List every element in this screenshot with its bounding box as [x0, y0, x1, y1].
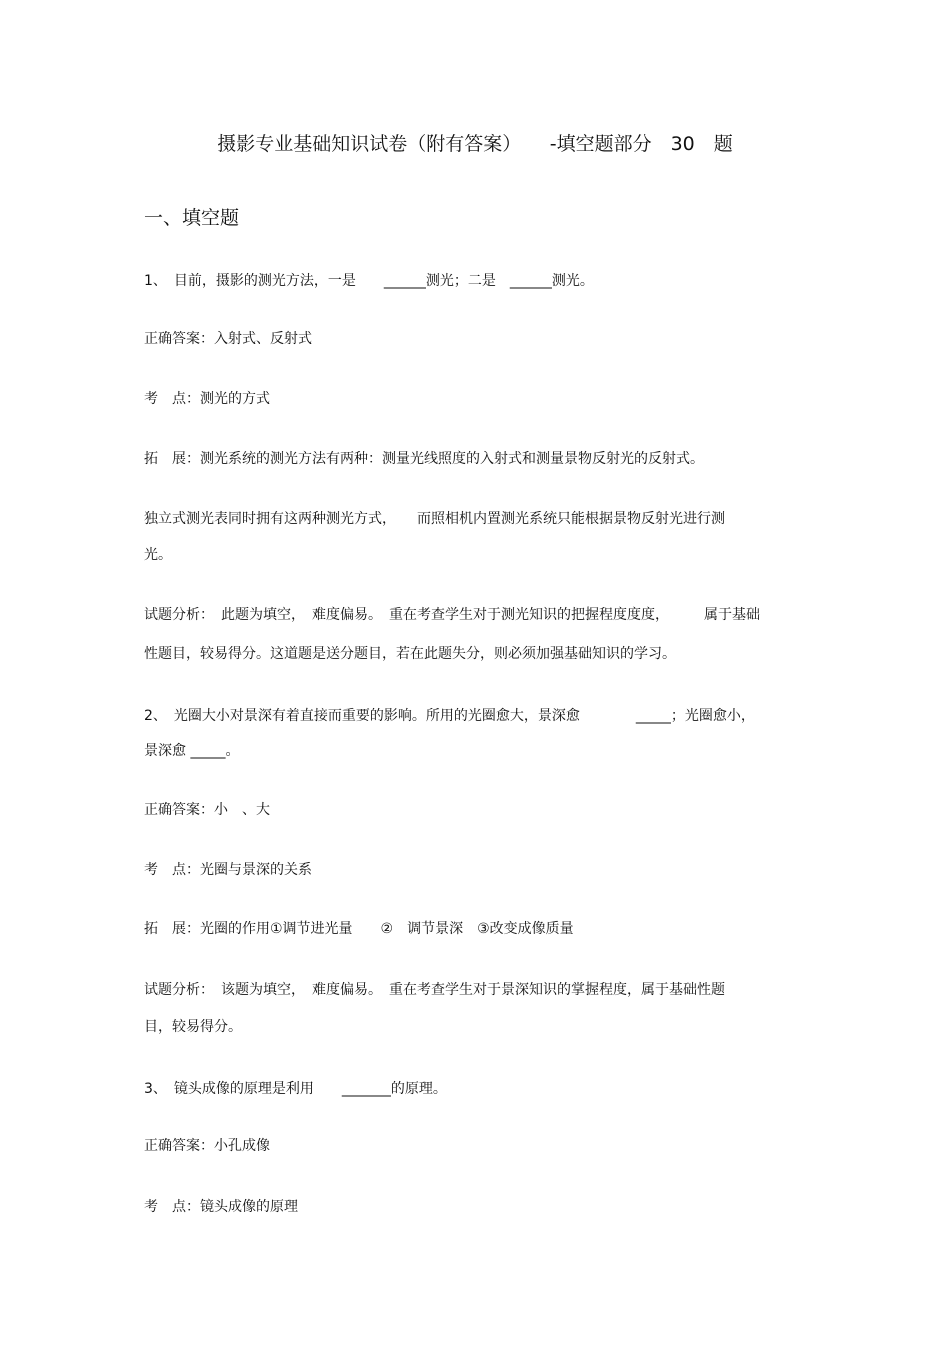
- analysis-1: 试题分析： 此题为填空， 难度偏易。 重在考查学生对于测光知识的把握程度度度， 属于基础: [144, 607, 760, 623]
- extension-1-cont: 独立式测光表同时拥有这两种测光方式， 而照相机内置测光系统只能根据景物反射光进行测: [144, 511, 725, 527]
- answer-3: 正确答案：小孔成像: [144, 1138, 270, 1154]
- document-title: 摄影专业基础知识试卷（附有答案） -填空题部分 30 题: [217, 133, 733, 155]
- key-point-2: 考 点：光圈与景深的关系: [144, 862, 312, 878]
- question-1: 1、 目前，摄影的测光方法，一是 ______测光；二是 ______测光。: [144, 273, 594, 289]
- analysis-2-cont: 目，较易得分。: [144, 1019, 242, 1035]
- answer-1: 正确答案：入射式、反射式: [144, 331, 312, 347]
- analysis-1-cont: 性题目，较易得分。这道题是送分题目，若在此题失分，则必须加强基础知识的学习。: [144, 646, 676, 662]
- question-3: 3、 镜头成像的原理是利用 _______的原理。: [144, 1081, 447, 1097]
- section-heading: 一、填空题: [144, 207, 240, 229]
- analysis-2: 试题分析： 该题为填空， 难度偏易。 重在考查学生对于景深知识的掌握程度，属于基础性题: [144, 982, 725, 998]
- key-point-1: 考 点：测光的方式: [144, 391, 270, 407]
- question-2: 2、 光圈大小对景深有着直接而重要的影响。所用的光圈愈大，景深愈 _____；光圈愈小，: [144, 708, 755, 724]
- question-2-cont: 景深愈 _____。: [144, 743, 240, 759]
- extension-1: 拓 展：测光系统的测光方法有两种：测量光线照度的入射式和测量景物反射光的反射式。: [144, 451, 704, 467]
- key-point-3: 考 点：镜头成像的原理: [144, 1199, 298, 1215]
- extension-2: 拓 展：光圈的作用①调节进光量 ② 调节景深 ③改变成像质量: [144, 921, 574, 937]
- answer-2: 正确答案：小 、大: [144, 802, 270, 818]
- extension-1-end: 光。: [144, 547, 172, 563]
